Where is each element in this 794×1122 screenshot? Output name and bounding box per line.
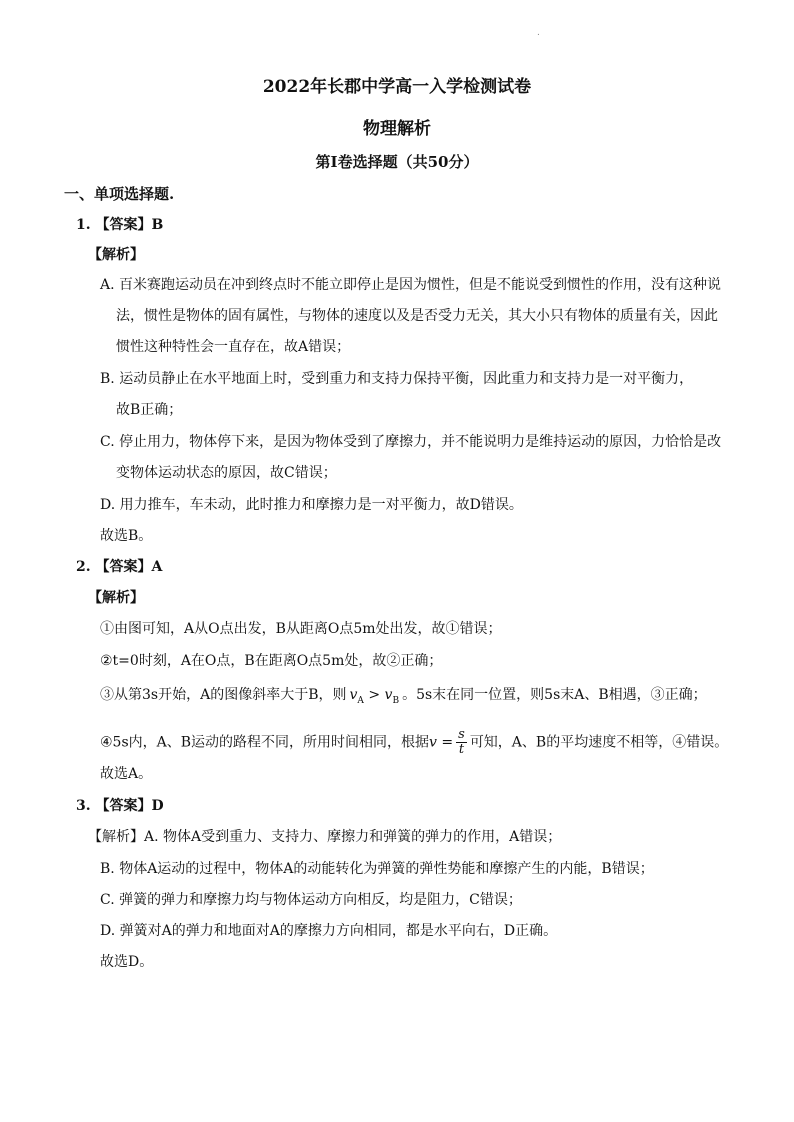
- q1-option-d-line1: D. 用力推车，车未动，此时推力和摩擦力是一对平衡力，故D错误。: [100, 497, 523, 513]
- q1-option-c-line2: 变物体运动状态的原因，故C错误；: [116, 465, 337, 481]
- q3-option-c: C. 弹簧的弹力和摩擦力均与物体运动方向相反，均是阻力，C错误；: [100, 892, 522, 908]
- q2-velocity-inequality: $v_A > v_B$: [349, 687, 400, 706]
- document-title: 2022年长郡中学高一入学检测试卷: [262, 77, 532, 97]
- q2-analysis-label: 【解析】: [88, 590, 144, 606]
- q1-conclusion: 故选B。: [100, 528, 153, 544]
- q2-answer: 2. 【答案】A: [76, 559, 163, 575]
- q2-conclusion: 故选A。: [100, 766, 153, 782]
- q2-statement-4: [100, 728, 728, 757]
- q1-option-c-line1: C. 停止用力，物体停下来，是因为物体受到了摩擦力，并不能说明力是维持运动的原因，力恰恰是改: [100, 434, 722, 450]
- q1-option-b-line2: 故B正确；: [116, 402, 183, 418]
- q2-statement-1: ①由图可知，A从O点出发，B从距离O点5m处出发，故①错误；: [100, 621, 502, 637]
- q3-answer: 3. 【答案】D: [76, 798, 164, 814]
- q1-analysis-label: 【解析】: [88, 247, 144, 263]
- q1-option-b-line1: B. 运动员静止在水平地面上时，受到重力和支持力保持平衡，因此重力和支持力是一对平衡力，: [100, 371, 694, 387]
- q2-fraction: [456, 728, 467, 757]
- q1-option-a-line3: 惯性这种特性会一直存在，故A错误；: [116, 339, 351, 355]
- q1-answer: 1. 【答案】B: [76, 217, 164, 233]
- q3-conclusion: 故选D。: [100, 954, 154, 970]
- section-title: 第Ⅰ卷选择题（共50分）: [315, 153, 479, 171]
- q1-option-a-line2: 法，惯性是物体的固有属性，与物体的速度以及是否受力无关，其大小只有物体的质量有关，因此: [116, 308, 718, 324]
- document-subtitle: 物理解析: [363, 119, 431, 139]
- q2-statement-3: [100, 686, 707, 710]
- q2-statement-3-post: 。5s末在同一位置，则5s末A、B相遇，③正确；: [402, 687, 707, 703]
- part-heading: 一、单项选择题.: [64, 185, 175, 203]
- q2-formula-lhs: v =: [429, 734, 454, 751]
- q2-statement-4-post: 可知，A、B的平均速度不相等，④错误。: [469, 734, 729, 751]
- page-dot: .: [537, 28, 540, 38]
- q1-option-a-line1: A. 百米赛跑运动员在冲到终点时不能立即停止是因为惯性，但是不能说受到惯性的作用，没有这种说: [100, 277, 722, 293]
- q2-statement-2: ②t=0时刻，A在O点，B在距离O点5m处，故②正确；: [100, 653, 443, 669]
- q3-option-d: D. 弹簧对A的弹力和地面对A的摩擦力方向相同，都是水平向右，D正确。: [100, 923, 558, 939]
- q2-statement-3-pre: ③从第3s开始，A的图像斜率大于B，则: [100, 687, 347, 703]
- q2-fraction-numerator: s: [458, 727, 465, 742]
- q3-option-a: 【解析】A. 物体A受到重力、支持力、摩擦力和弹簧的弹力的作用，A错误；: [88, 829, 562, 845]
- q2-fraction-denominator: t: [458, 742, 465, 757]
- q2-statement-4-pre: ④5s内，A、B运动的路程不同，所用时间相同，根据: [100, 734, 430, 751]
- q3-option-b: B. 物体A运动的过程中，物体A的动能转化为弹簧的弹性势能和摩擦产生的内能，B错误；: [100, 861, 654, 877]
